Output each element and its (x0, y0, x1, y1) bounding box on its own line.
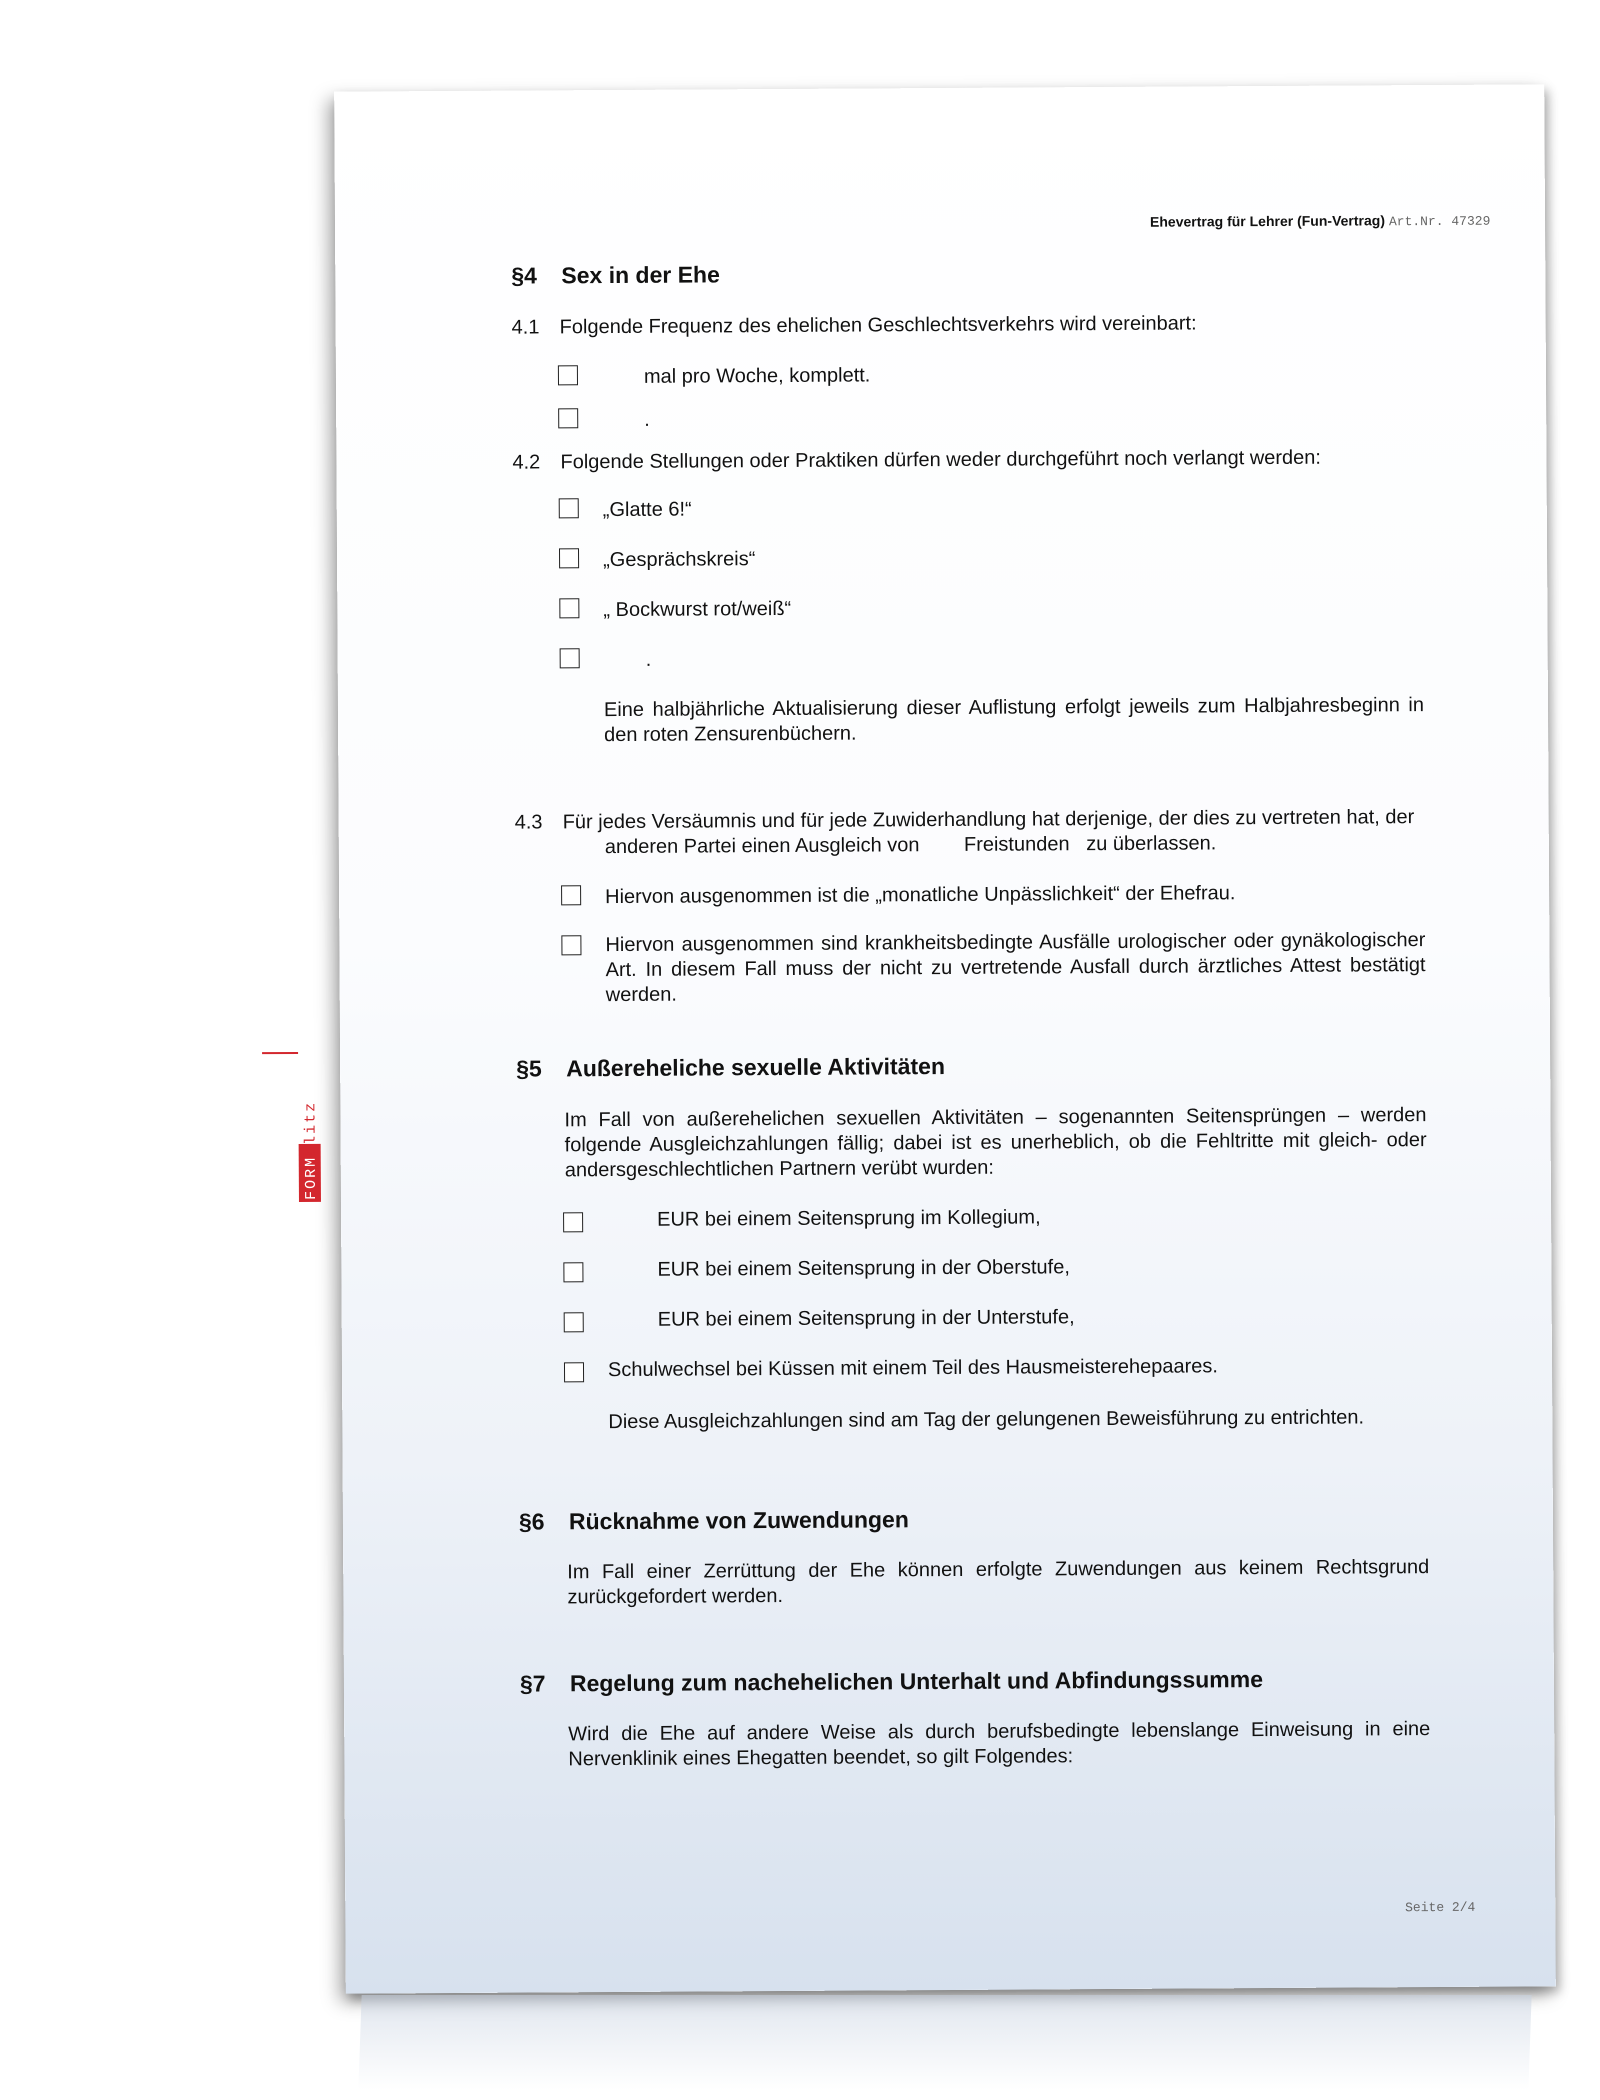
section-6-heading (519, 1506, 909, 1535)
option-label: Schulwechsel bei Küssen mit einem Teil des Hausmeisterehepaares. (607, 1355, 1219, 1382)
clause-text: Folgende Frequenz des ehelichen Geschlechtsverkehrs wird vereinbart: (559, 312, 1197, 339)
option-label: . (644, 408, 650, 431)
checkbox-practice-3[interactable] (559, 598, 579, 618)
clause-4-2-note: Eine halbjährliche Aktualisierung dieser Auflistung erfolgt jeweils zum Halbjahresbeginn in den roten Zensurenbüchern. (603, 694, 1425, 747)
clause-number: 4.3 (514, 811, 543, 834)
option-label: „ Bockwurst rot/weiß“ (603, 597, 792, 622)
section-title: Regelung zum nachehelichen Unterhalt und Abfindungssumme (569, 1666, 1264, 1697)
formblitz-logo (298, 1052, 325, 1202)
checkbox-frequency-custom[interactable] (558, 408, 578, 428)
section-title: Außereheliche sexuelle Aktivitäten (566, 1053, 946, 1082)
section-number: §7 (519, 1670, 546, 1697)
logo-rule (262, 1052, 298, 1054)
document-title: Ehevertrag für Lehrer (Fun-Vertrag) (1149, 212, 1385, 230)
option-label: „Gesprächskreis“ (603, 548, 756, 572)
option-label: Hiervon ausgenommen sind krankheitsbedingte Ausfälle urologischer oder gynäkologischer Art. In diesem Fall muss der nicht zu vertretende Ausfall durch ärztliches Attest bestätigt werden. (605, 929, 1426, 1007)
clause-text: Für jedes Versäumnis und für jede Zuwiderhandlung hat derjenige, der dies zu vertreten hat, der (562, 806, 1415, 834)
checkbox-affair-lower-school[interactable] (564, 1312, 584, 1332)
clause-4-3-continued: anderen Partei einen Ausgleich von Freistunden zu überlassen. (604, 832, 1217, 859)
logo-text (300, 1050, 323, 1200)
page-reflection (358, 1995, 1531, 2090)
section-5-intro-text: Im Fall von außerehelichen sexuellen Aktivitäten – sogenannten Seitensprüngen – werden folgende Ausgleichzahlungen fällig; dabei ist es unerheblich, ob die Fehltritte mit gleich- oder andersgeschlechtlichen Partnern verübt wurden: (564, 1104, 1427, 1182)
section-5-note: Diese Ausgleichzahlungen sind am Tag der gelungenen Beweisführung zu entrichten. (608, 1406, 1365, 1434)
clause-4-3 (515, 805, 1415, 835)
checkbox-practice-4[interactable] (560, 648, 580, 668)
section-title: Sex in der Ehe (561, 261, 720, 289)
checkbox-affair-colleagues[interactable] (563, 1212, 583, 1232)
clause-text: Folgende Stellungen oder Praktiken dürfen weder durchgeführt noch verlangt werden: (560, 446, 1322, 474)
page-number: Seite 2/4 (1405, 1899, 1476, 1916)
section-number: §6 (518, 1508, 545, 1535)
section-number: §5 (516, 1055, 542, 1082)
section-7-heading (520, 1666, 1263, 1698)
option-label: „Glatte 6!“ (602, 498, 692, 522)
section-5-heading (516, 1053, 945, 1083)
checkbox-practice-2[interactable] (559, 548, 579, 568)
checkbox-frequency-weekly[interactable] (558, 365, 578, 385)
option-label: Hiervon ausgenommen ist die „monatliche Unpässlichkeit“ der Ehefrau. (605, 882, 1236, 909)
logo-form-text: FORM (302, 1155, 320, 1200)
clause-number: 4.1 (511, 316, 540, 339)
checkbox-school-change[interactable] (564, 1362, 584, 1382)
section-title: Rücknahme von Zuwendungen (568, 1506, 909, 1535)
option-label: mal pro Woche, komplett. (643, 364, 871, 388)
section-7-text: Wird die Ehe auf andere Weise als durch berufsbedingte lebenslange Einweisung in eine Nervenklinik eines Ehegatten beendet, so gilt Folgendes: (568, 1718, 1431, 1771)
clause-4-2 (512, 446, 1321, 476)
logo-blitz-text: blitz (302, 1100, 320, 1156)
section-5-intro (564, 1103, 1426, 1183)
checkbox-affair-upper-school[interactable] (563, 1262, 583, 1282)
checkbox-exception-2[interactable] (561, 935, 581, 955)
option-label: . (645, 648, 652, 671)
section-6-text: Im Fall einer Zerrüttung der Ehe können erfolgte Zuwendungen aus keinem Rechtsgrund zurückgefordert werden. (567, 1556, 1430, 1609)
checkbox-practice-1[interactable] (559, 498, 579, 518)
article-number: Art.Nr. 47329 (1388, 213, 1491, 230)
option-label: EUR bei einem Seitensprung in der Oberstufe, (657, 1256, 1070, 1281)
document-page (302, 84, 1556, 1993)
checkbox-exception-1[interactable] (561, 885, 581, 905)
section-4-heading (511, 261, 720, 289)
option-label: EUR bei einem Seitensprung in der Unterstufe, (657, 1306, 1075, 1331)
page-header (1150, 212, 1490, 231)
clause-number: 4.2 (512, 451, 541, 474)
clause-4-1 (512, 311, 1197, 340)
option-label: EUR bei einem Seitensprung im Kollegium, (657, 1206, 1041, 1231)
section-number: §4 (511, 262, 538, 289)
